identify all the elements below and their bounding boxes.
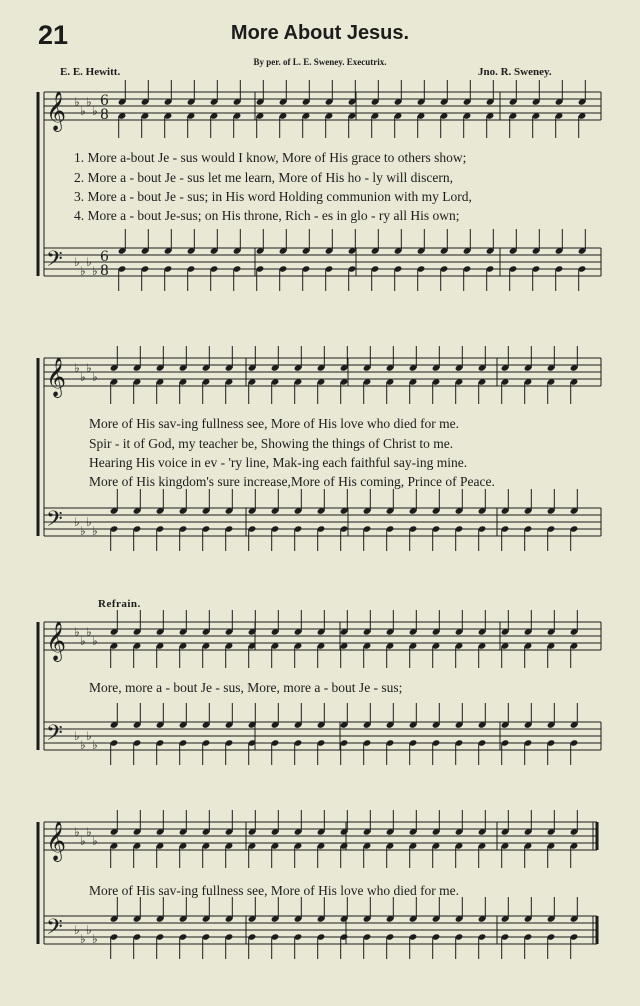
time-signature: 8 — [100, 107, 109, 123]
flat-icon: ♭ — [86, 825, 92, 839]
flat-icon: ♭ — [80, 264, 86, 278]
verse-3-part-1: 3. More a - bout Je - sus; in His word Holding communion with my Lord, — [74, 189, 472, 204]
flat-icon: ♭ — [86, 625, 92, 639]
flat-icon: ♭ — [92, 104, 98, 118]
permission-note: By per. of L. E. Sweney. Executrix. — [253, 57, 387, 67]
time-signature: 8 — [100, 263, 109, 279]
treble-clef-icon: 𝄞 — [46, 621, 67, 661]
flat-icon: ♭ — [92, 834, 98, 848]
refrain-line-2: More of His sav-ing fullness see, More of His love who died for me. — [89, 883, 460, 898]
refrain-label: Refrain. — [98, 598, 141, 610]
flat-icon: ♭ — [80, 932, 86, 946]
flat-icon: ♭ — [74, 729, 80, 743]
flat-icon: ♭ — [86, 729, 92, 743]
flat-icon: ♭ — [92, 370, 98, 384]
treble-clef-icon: 𝄞 — [46, 821, 67, 861]
author-credit: E. E. Hewitt. — [60, 66, 121, 78]
flat-icon: ♭ — [92, 264, 98, 278]
verse-4-part-1: 4. More a - bout Je-sus; on His throne, Rich - es in glo - ry all His own; — [74, 208, 460, 223]
bass-clef-icon: 𝄢 — [46, 247, 63, 277]
flat-icon: ♭ — [80, 634, 86, 648]
page-number: 21 — [38, 20, 69, 50]
bass-clef-icon: 𝄢 — [46, 507, 63, 537]
flat-icon: ♭ — [80, 370, 86, 384]
flat-icon: ♭ — [86, 923, 92, 937]
flat-icon: ♭ — [74, 515, 80, 529]
flat-icon: ♭ — [86, 255, 92, 269]
flat-icon: ♭ — [74, 923, 80, 937]
verse-2-part-1: 2. More a - bout Je - sus let me learn, More of His ho - ly will discern, — [74, 170, 454, 185]
flat-icon: ♭ — [74, 361, 80, 375]
flat-icon: ♭ — [74, 825, 80, 839]
bass-clef-icon: 𝄢 — [46, 915, 63, 945]
verse-4-part-2: More of His kingdom's sure increase,More of His coming, Prince of Peace. — [89, 474, 495, 489]
verse-2-part-2: Spir - it of God, my teacher be, Showing the things of Christ to me. — [89, 436, 454, 451]
flat-icon: ♭ — [74, 95, 80, 109]
treble-clef-icon: 𝄞 — [46, 91, 67, 131]
flat-icon: ♭ — [80, 738, 86, 752]
flat-icon: ♭ — [86, 515, 92, 529]
flat-icon: ♭ — [74, 625, 80, 639]
flat-icon: ♭ — [74, 255, 80, 269]
hymn-title: More About Jesus. — [230, 22, 410, 44]
bass-clef-icon: 𝄢 — [46, 721, 63, 751]
treble-clef-icon: 𝄞 — [46, 357, 67, 397]
flat-icon: ♭ — [80, 834, 86, 848]
flat-icon: ♭ — [92, 738, 98, 752]
time-signature: 6 — [100, 93, 109, 109]
flat-icon: ♭ — [92, 634, 98, 648]
flat-icon: ♭ — [92, 932, 98, 946]
flat-icon: ♭ — [92, 524, 98, 538]
verse-3-part-2: Hearing His voice in ev - 'ry line, Mak-ing each faithful say-ing mine. — [89, 455, 468, 470]
flat-icon: ♭ — [86, 95, 92, 109]
flat-icon: ♭ — [80, 524, 86, 538]
composer-credit: Jno. R. Sweney. — [478, 66, 552, 78]
flat-icon: ♭ — [80, 104, 86, 118]
verse-1-part-1: 1. More a-bout Je - sus would I know, More of His grace to others show; — [74, 150, 467, 165]
flat-icon: ♭ — [86, 361, 92, 375]
refrain-line-1: More, more a - bout Je - sus, More, more a - bout Je - sus; — [89, 680, 403, 695]
verse-1-part-2: More of His sav-ing fullness see, More of His love who died for me. — [89, 416, 460, 431]
time-signature: 6 — [100, 249, 109, 265]
